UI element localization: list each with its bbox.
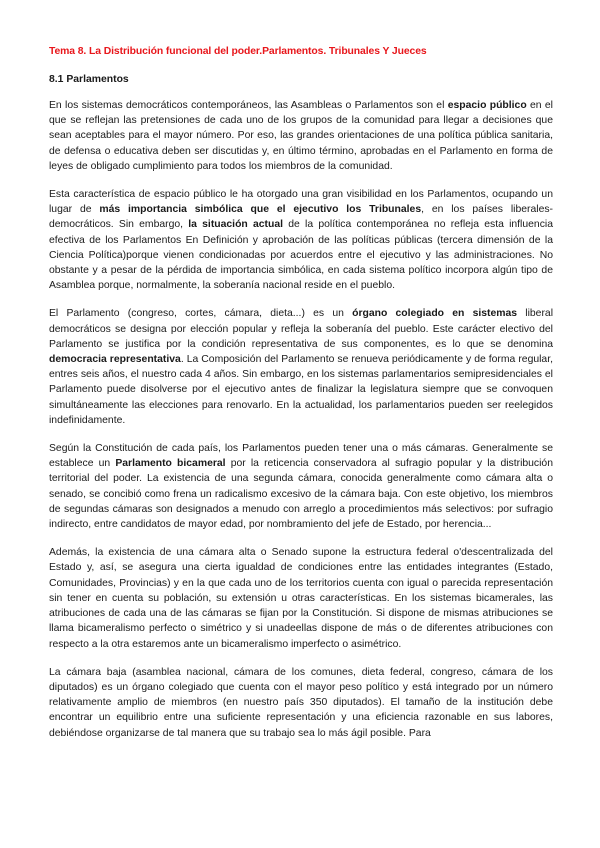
- paragraph-text: Esta característica de espacio público le ha otorgado una gran visibilidad en los Parlamentos, ocupando un lugar de: [49, 189, 553, 216]
- paragraph: [49, 665, 553, 741]
- paragraph-text: La cámara baja (asamblea nacional, cámara de los comunes, dieta federal, congreso, cámara de los diputados) es un órgano colegiado que cuenta con el mayor peso político y está integrado por un número relativamente amplio de miembros (en nuestro país 350 diputados). El tamaño de la institución debe encontrar un equilibrio entre una suficiente representación y una eficiencia razonable en sus labores, debiéndose organizarse de tal manera que su trabajo sea lo más ágil posible. Para: [49, 666, 553, 739]
- section-heading: 8.1 Parlamentos: [49, 74, 129, 85]
- paragraph: [49, 98, 553, 174]
- bold-phrase: órgano colegiado en sistemas: [352, 308, 518, 320]
- paragraph: [49, 545, 553, 651]
- paragraph-text: Además, la existencia de una cámara alta o Senado supone la estructura federal o'descentralizada del Estado y, así, se asegura una cierta igualdad de condiciones entre las entidades integrantes (Estado, Comunidades, Provincias) y en la que cada uno de los territorios cuenta con igual o parecida representación sin tener en cuenta su población, su extensión u otras características. En los sistemas bicamerales, las atribuciones de cada una de las cámaras se fijan por la Constitución. Si dispone de mismas atribuciones se llama bicameralismo perfecto o simétrico y si unadeellas dispone de más o de diferentes atribuciones con respecto a la otra estaremos ante un bicameralismo imperfecto o asimétrico.: [49, 547, 553, 650]
- paragraph: [49, 187, 553, 293]
- bold-phrase: la situación actual: [188, 219, 284, 231]
- paragraph-text: , en los países liberales-democráticos. Sin embargo,: [49, 204, 554, 231]
- paragraph: [49, 306, 553, 428]
- document-title: Tema 8. La Distribución funcional del poder.Parlamentos. Tribunales Y Jueces: [49, 46, 427, 57]
- paragraph-text: liberal democráticos se designa por elección popular y refleja la soberanía del pueblo. Este carácter electivo del Parlamento se justifica por la condición representativa de sus componentes, es lo que se denomina: [49, 308, 553, 350]
- paragraph: [49, 441, 553, 532]
- paragraph-text: en el que se reflejan las pretensiones de cada uno de los grupos de la comunidad para llegar a decisiones que sean aceptables para el mayor número. Por eso, las grandes orientaciones de una política pública sanitaria, de defensa o educativa deben ser discutidas y, en último término, aprobadas en el Parlamento en forma de leyes de obligado cumplimiento para todos los miembros de la comunidad.: [49, 100, 553, 172]
- bold-phrase: más importancia simbólica que el ejecutivo los Tribunales: [99, 204, 422, 216]
- paragraph-text: por la reticencia conservadora al sufragio popular y la distribución territorial del poder. La existencia de una segunda cámara, conocida generalmente como cámara alta o senado, se concibió como frena un radicalismo excesivo de la cámara baja. Con este objetivo, los miembros de segundas cámaras son designados a menudo con arreglo a procedimientos más selectivos: por sufragio indirecto, entre candidatos de mayor edad, por nombramiento del jefe de Estado, por herencia...: [49, 458, 553, 531]
- bold-phrase: Parlamento bicameral: [115, 458, 226, 470]
- paragraph-text: En los sistemas democráticos contemporáneos, las Asambleas o Parlamentos son el: [49, 100, 448, 111]
- bold-phrase: democracia representativa: [49, 354, 181, 366]
- paragraph-text: . La Composición del Parlamento se renueva periódicamente y de forma regular, entres seis años, el nuestro cada 4 años. Sin embargo, en los sistemas parlamentarios semipresidenciales el Parlamento puede disolverse por el ejecutivo antes de finalizar la legislatura siempre que se convoquen simultáneamente las elecciones para renovarlo. En la actualidad, los parlamentarios pueden ser reelegidos indefinidamente.: [49, 354, 553, 426]
- paragraph-text: El Parlamento (congreso, cortes, cámara, dieta...) es un: [49, 308, 353, 320]
- paragraph-text: Según la Constitución de cada país, los Parlamentos pueden tener una o más cámaras. Generalmente se establece un: [49, 443, 553, 470]
- document-page: [49, 46, 553, 741]
- paragraph-text: de la política contemporánea no refleja esta influencia efectiva de los Parlamentos En Definición y aprobación de las políticas públicas (tercera dimensión de la Ciencia Política)porque vienen condicionadas por acuerdos entre el ejecutivo y las administraciones. No obstante y a pesar de la pérdida de importancia simbólica, en cada sistema político incorpora algún tipo de Asamblea porque, normalmente, la soberanía nacional reside en el pueblo.: [49, 219, 553, 292]
- bold-phrase: espacio público: [447, 100, 527, 111]
